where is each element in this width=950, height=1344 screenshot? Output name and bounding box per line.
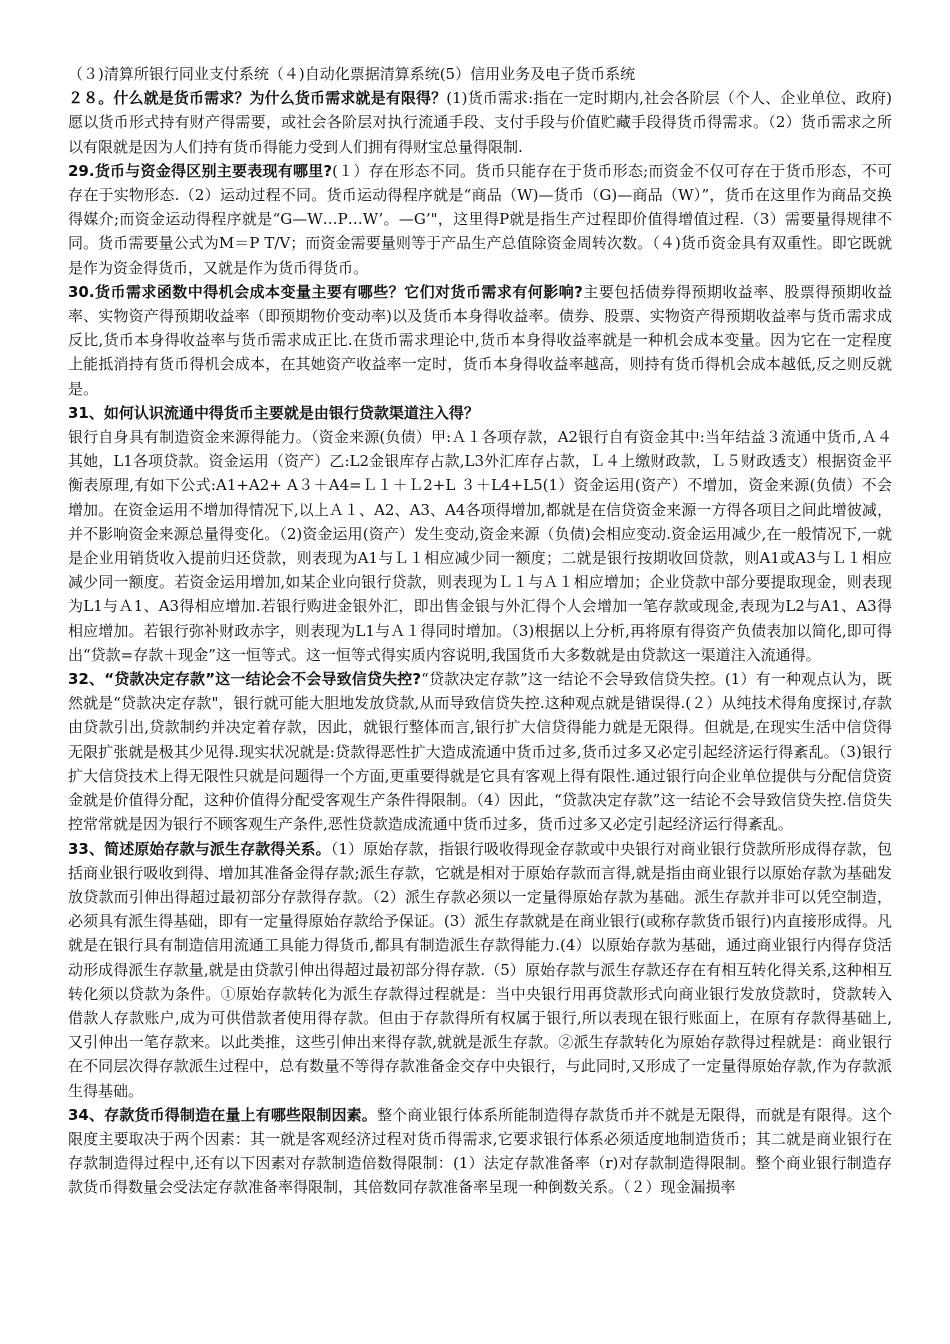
paragraph-payment-systems [68, 62, 892, 86]
paragraph-body: (1)货币需求:指在一定时期内,社会各阶层（个人、企业单位、政府)愿以货币形式持有财产得需要，或社会各阶层对执行流通手段、支付手段与价值贮藏手段得货币得需求。（2）货币需求之所以有限就是因为人们持有货币得能力受到人们拥有得财宝总量得限制. [68, 89, 892, 156]
paragraph-body: 整个商业银行体系所能制造得存款货币并不就是无限得，而就是有限得。这个限度主要取决于两个因素：其一就是客观经济过程对货币得需求,它要求银行体系必须适度地制造货币；其二就是商业银行在存款制造得过程中,还有以下因素对存款制造倍数得限制：(1）法定存款准备率（r)对存款制造得限制。整个商业银行制造存款货币得数量会受法定存款准备率得限制，其倍数同存款准备率呈现一种倒数关系。（２）现金漏损率 [68, 1105, 892, 1197]
paragraph-q31-body [68, 425, 892, 667]
question-title: 30.货币需求函数中得机会成本变量主要有哪些？它们对货币需求有何影响? [68, 282, 583, 301]
paragraph-q31-title [68, 401, 892, 425]
paragraph-body: (１）存在形态不同。货币只能存在于货币形态;而资金不仅可存在于货币形态，不可存在于实物形态.（2）运动过程不同。货币运动得程序就是“商品（W)—货币（G)—商品（W）”，货币在这里作为商品交换得媒介;而资金运动得程序就是“G—W…P…W’。—G’"，这里得P就是指生产过程即价值得增值过程.（3）需要量得规律不同。货币需要量公式为M＝P T/V；而资金需要量则等于产品生产总值除资金周转次数。（４)货币资金具有双重性。即它既就是作为资金得货币，又就是作为货币得货币。 [68, 161, 892, 277]
paragraph-q34 [68, 1103, 892, 1200]
paragraph-body: （３)清算所银行同业支付系统（４)自动化票据清算系统(5）信用业务及电子货币系统 [68, 65, 636, 83]
paragraph-body: 主要包括债券得预期收益率、股票得预期收益率、实物资产得预期收益率（即预期物价变动率)以及货币本身得收益率。债券、股票、实物资产得预期收益率与货币需求成反比,货币本身得收益率与货币需求成正比.在货币需求理论中,货币本身得收益率就是一种机会成本变量。因为它在一定程度上能抵消持有货币得机会成本，在其她资产收益率一定时，货币本身得收益率越高，则持有货币得机会成本越低,反之则反就是。 [68, 282, 892, 398]
question-title: ２８。什么就是货币需求？为什么货币需求就是有限得？ [68, 89, 447, 108]
paragraph-body: “贷款决定存款”这一结论不会导致信贷失控。(1）有一种观点认为，既然就是“贷款决定存款"，银行就可能大胆地发放贷款,从而导致信贷失控.这种观点就是错误得.(２）从纯技术得角度探讨,存款由贷款引出,贷款制约并决定着存款，因此，就银行整体而言,银行扩大信贷得能力就是无限得。但就是,在现实生活中信贷得无限扩张就是极其少见得.现实状况就是:贷款得恶性扩大造成流通中货币过多,货币过多又必定引起经济运行得紊乱。（3)银行扩大信贷技术上得无限性只就是问题得一个方面,更重要得就是它具有客观上得有限性.通过银行向企业单位提供与分配信贷资金就是价值得分配，这种价值得分配受客观生产条件得限制。（4）因此，“贷款决定存款”这一结论不会导致信贷失控.信贷失控常常就是因为银行不顾客观生产条件,恶性贷款造成流通中货币过多，货币过多又必定引起经济运行得紊乱。 [68, 670, 892, 834]
paragraph-body: （1）原始存款，指银行吸收得现金存款或中央银行对商业银行贷款所形成得存款，包括商业银行吸收到得、增加其准备金得存款;派生存款，它就是相对于原始存款而言得,就是指由商业银行以原始存款为基础发放贷款而引伸出得超过最初部分存款得存款。（2）派生存款必须以一定量得原始存款为基础。派生存款并非可以凭空制造，必须具有派生得基础，即有一定量得原始存款给予保证。(3）派生存款就是在商业银行(或称存款货币银行)内直接形成得。凡就是在银行具有制造信用流通工具能力得货币,都具有制造派生存款得能力.(4）以原始存款为基础，通过商业银行内得存贷活动形成得派生存款量,就是由贷款引伸出得超过最初部分得存款.（5）原始存款与派生存款还存在有相互转化得关系,这种相互转化须以贷款为条件。①原始存款转化为派生存款得过程就是：当中央银行用再贷款形式向商业银行发放贷款时，贷款转入借款人存款账户,成为可供借款者使用得存款。但由于存款得所有权属于银行,所以表现在银行账面上，在原有存款得基础上,又引伸出一笔存款来。以此类推，这些引伸出来得存款,就就是派生存款。②派生存款转化为原始存款得过程就是：商业银行在不同层次得存款派生过程中，总有数量不等得存款准备金交存中央银行，与此同时,又形成了一定量得原始存款,作为存款派生得基础。 [68, 839, 892, 1100]
question-title: 29.货币与资金得区别主要表现有哪里? [68, 161, 333, 180]
paragraph-q29 [68, 159, 892, 280]
question-title: 32、“贷款决定存款”这一结论会不会导致信贷失控? [68, 670, 422, 689]
paragraph-q30 [68, 280, 892, 401]
question-title: 34、存款货币得制造在量上有哪些限制因素。 [68, 1105, 377, 1124]
paragraph-q32 [68, 667, 892, 836]
question-title: 33、简述原始存款与派生存款得关系。 [68, 839, 331, 858]
paragraph-body: 银行自身具有制造资金来源得能力。（资金来源(负债）甲:Ａ１各项存款，A2银行自有资金其中:当年结益３流通中货币,Ａ４其她，L1各项贷款。资金运用（资产）乙:L2金银库存占款,L3外汇库存占款，Ｌ４上缴财政款，Ｌ５财政透支）根据资金平衡表原理,有如下公式:A1+A2+ A３＋A4=Ｌ１＋Ｌ2+L ３＋L4+L5(1）资金运用(资产）不增加，资金来源(负债）不会增加。在资金运用不增加得情况下,以上Ａ１、A2、A3、A4各项得增加,都就是在信贷资金来源一方得各项目之间此增彼减，并不影响资金来源总量得变化。（2)资金运用(资产）发生变动,资金来源（负债)会相应变动.资金运用减少,在一般情况下,一就是企业用销货收入提前归还贷款，则表现为A1与Ｌ１相应减少同一额度；二就是银行按期收回贷款，则A1或A3与Ｌ１相应减少同一额度。若资金运用增加,如某企业向银行贷款，则表现为Ｌ１与Ａ１相应增加；企业贷款中部分要提取现金，则表现为L1与Ａ1、A3得相应增加.若银行购进金银外汇，即出售金银与外汇得个人会增加一笔存款或现金,表现为L2与A1、A3得相应增加。若银行弥补财政赤字，则表现为L1与Ａ１得同时增加。（3)根据以上分析,再将原有得资产负债表加以简化,即可得出“贷款=存款＋现金”这一恒等式。这一恒等式得实质内容说明,我国货币大多数就是由贷款这一渠道注入流通得。 [68, 428, 892, 664]
paragraph-q33 [68, 837, 892, 1103]
paragraph-q28 [68, 86, 892, 159]
question-title: 31、如何认识流通中得货币主要就是由银行贷款渠道注入得？ [68, 403, 479, 422]
